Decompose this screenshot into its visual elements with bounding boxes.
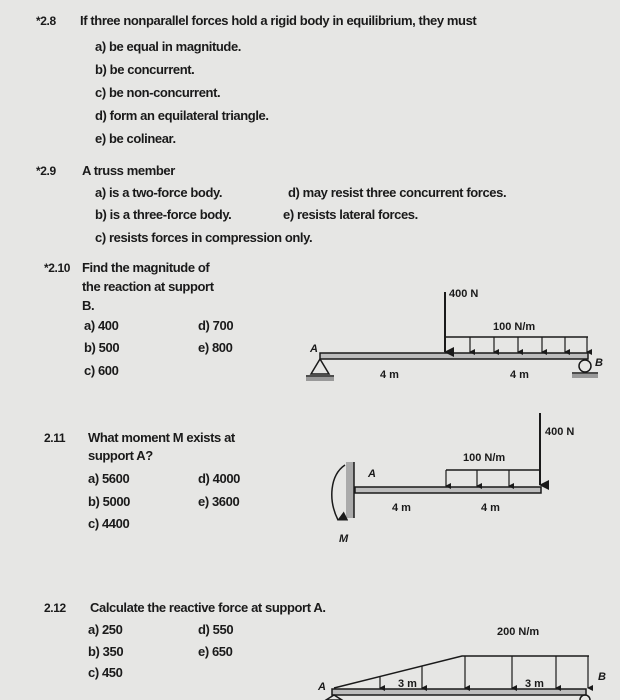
support-a-label: A [368, 468, 376, 480]
question-number: 2.11 [44, 431, 66, 445]
option-a: a) 400 [84, 318, 119, 333]
beam-diagram-2-11 [332, 413, 575, 545]
question-text-line: B. [82, 298, 95, 313]
dist-load-label: 100 N/m [493, 321, 536, 333]
span-label: 3 m [525, 678, 544, 690]
pin-support-icon [311, 359, 329, 374]
question-number: *2.9 [36, 164, 56, 178]
option-b: b) is a three-force body. [95, 207, 232, 222]
point-load-label: 400 N [545, 426, 575, 438]
distributed-load-arrows [470, 337, 587, 352]
support-a-label: A [318, 681, 326, 693]
span-label: 3 m [398, 678, 417, 690]
beam [355, 487, 541, 493]
dist-load-label: 100 N/m [463, 452, 506, 464]
beam-diagram-2-10 [306, 288, 603, 381]
roller-support-icon [579, 360, 591, 372]
option-b: b) 5000 [88, 494, 131, 509]
option-e: e) 650 [198, 644, 233, 659]
option-d: d) 700 [198, 318, 234, 333]
span-label: 4 m [510, 369, 529, 381]
roller-support-icon [580, 695, 590, 700]
span-label: 4 m [380, 369, 399, 381]
beam [332, 689, 586, 695]
option-c: c) 4400 [88, 516, 130, 531]
question-text: If three nonparallel forces hold a rigid body in equilibrium, they must [80, 13, 477, 28]
beam-diagram-2-12 [317, 626, 606, 700]
option-a: a) is a two-force body. [95, 185, 223, 200]
option-c: c) resists forces in compression only. [95, 230, 313, 245]
question-text-line: the reaction at support [82, 279, 214, 294]
option-e: e) be colinear. [95, 131, 176, 146]
question-number: 2.12 [44, 601, 66, 615]
question-text-line: support A? [88, 448, 153, 463]
option-b: b) 350 [88, 644, 124, 659]
support-b-label: B [595, 357, 603, 369]
support-a-label: A [310, 343, 318, 355]
span-label: 4 m [392, 502, 411, 514]
distributed-load-arrows [446, 470, 509, 486]
option-a: a) 250 [88, 622, 123, 637]
option-d: d) form an equilateral triangle. [95, 108, 269, 123]
option-a: a) 5600 [88, 471, 130, 486]
question-text-line: Find the magnitude of [82, 260, 210, 275]
option-b: b) 500 [84, 340, 120, 355]
option-c: c) 450 [88, 665, 123, 680]
option-e: e) resists lateral forces. [283, 207, 418, 222]
option-b: b) be concurrent. [95, 62, 195, 77]
moment-arrow-icon [332, 465, 345, 520]
option-a: a) be equal in magnitude. [95, 39, 242, 54]
dist-load-label: 200 N/m [497, 626, 540, 638]
option-d: d) 550 [198, 622, 234, 637]
support-b-label: B [598, 671, 606, 683]
option-c: c) 600 [84, 363, 119, 378]
option-e: e) 800 [198, 340, 233, 355]
question-number: *2.8 [36, 14, 56, 28]
fixed-wall [346, 462, 354, 518]
ground-hatch [306, 377, 334, 381]
option-d: d) may resist three concurrent forces. [288, 185, 507, 200]
moment-label: M [339, 533, 349, 545]
load-profile [334, 656, 589, 688]
question-text-line: What moment M exists at [88, 430, 235, 445]
question-number: *2.10 [44, 261, 71, 275]
ground-hatch [572, 374, 598, 378]
option-e: e) 3600 [198, 494, 240, 509]
option-d: d) 4000 [198, 471, 241, 486]
beam [320, 353, 588, 359]
question-text: Calculate the reactive force at support A. [90, 600, 326, 615]
point-load-label: 400 N [449, 288, 479, 300]
question-text: A truss member [82, 163, 175, 178]
span-label: 4 m [481, 502, 500, 514]
option-c: c) be non-concurrent. [95, 85, 221, 100]
